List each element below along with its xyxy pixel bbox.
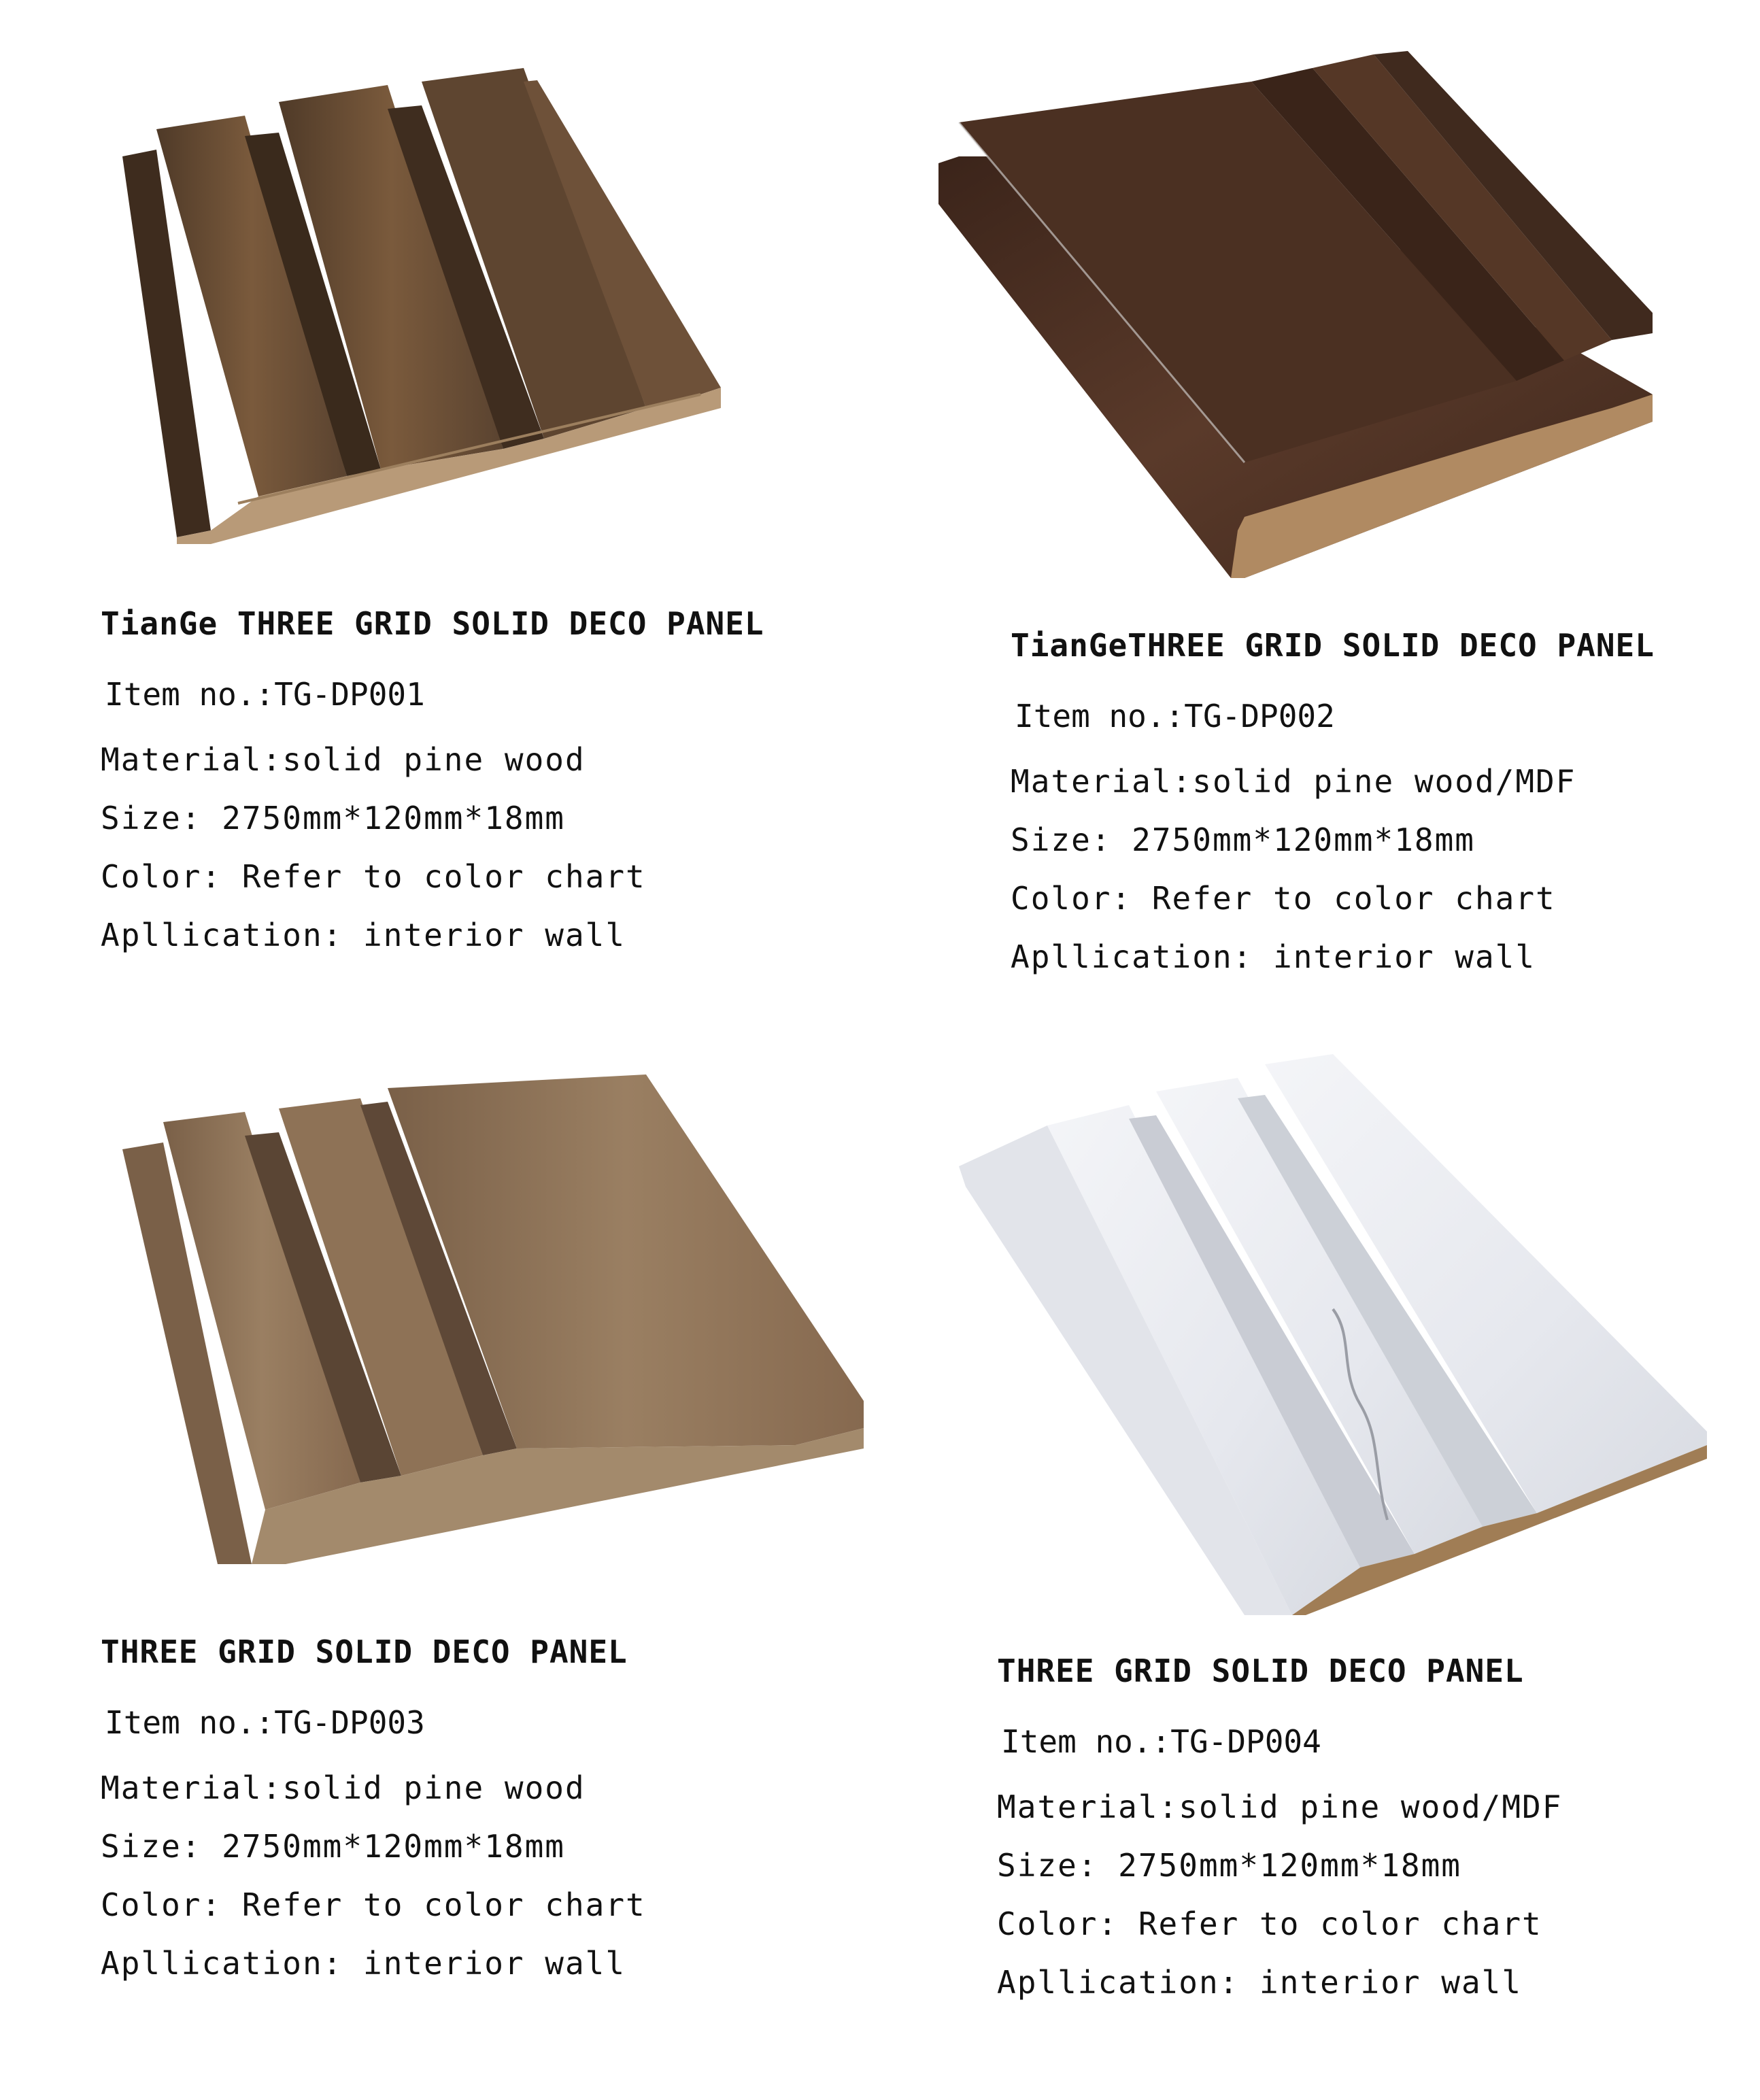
product-image-tg-dp001 [102,68,755,544]
product-spec-tg-dp003 [101,1633,646,1993]
product-title: THREE GRID SOLID DECO PANEL [997,1653,1524,1689]
color-line: Color: Refer to color chart [997,1906,1542,1942]
product-spec-tg-dp004 [997,1653,1562,2012]
application-line: Apllication: interior wall [1011,938,1536,975]
color-line: Color: Refer to color chart [101,858,646,895]
product-image-tg-dp003 [116,1074,870,1564]
product-title: TianGe THREE GRID SOLID DECO PANEL [101,605,764,642]
size-line: Size: 2750mm*120mm*18mm [1011,822,1475,858]
product-spec-tg-dp002 [1011,627,1655,986]
material-line: Material:solid pine wood [101,741,586,778]
product-image-tg-dp002 [932,41,1659,578]
oak-panel-illustration [116,1074,870,1564]
item-number: Item no.:TG-DP001 [105,676,425,713]
size-line: Size: 2750mm*120mm*18mm [997,1847,1461,1884]
material-line: Material:solid pine wood [101,1769,586,1806]
application-line: Apllication: interior wall [101,917,626,953]
walnut-panel-illustration [102,68,755,544]
item-number: Item no.:TG-DP004 [1001,1723,1321,1760]
item-number: Item no.:TG-DP002 [1015,698,1335,734]
application-line: Apllication: interior wall [997,1964,1523,2001]
material-line: Material:solid pine wood/MDF [997,1789,1563,1825]
product-image-tg-dp004 [952,1051,1714,1615]
product-title: THREE GRID SOLID DECO PANEL [101,1633,628,1670]
product-title: TianGeTHREE GRID SOLID DECO PANEL [1011,627,1655,664]
size-line: Size: 2750mm*120mm*18mm [101,800,565,836]
color-line: Color: Refer to color chart [1011,880,1556,917]
item-number: Item no.:TG-DP003 [105,1704,425,1741]
size-line: Size: 2750mm*120mm*18mm [101,1828,565,1865]
product-spec-tg-dp001 [101,605,764,964]
dark-walnut-panel-illustration [932,41,1659,578]
application-line: Apllication: interior wall [101,1945,626,1982]
color-line: Color: Refer to color chart [101,1886,646,1923]
white-marble-panel-illustration [952,1051,1714,1615]
material-line: Material:solid pine wood/MDF [1011,763,1576,800]
